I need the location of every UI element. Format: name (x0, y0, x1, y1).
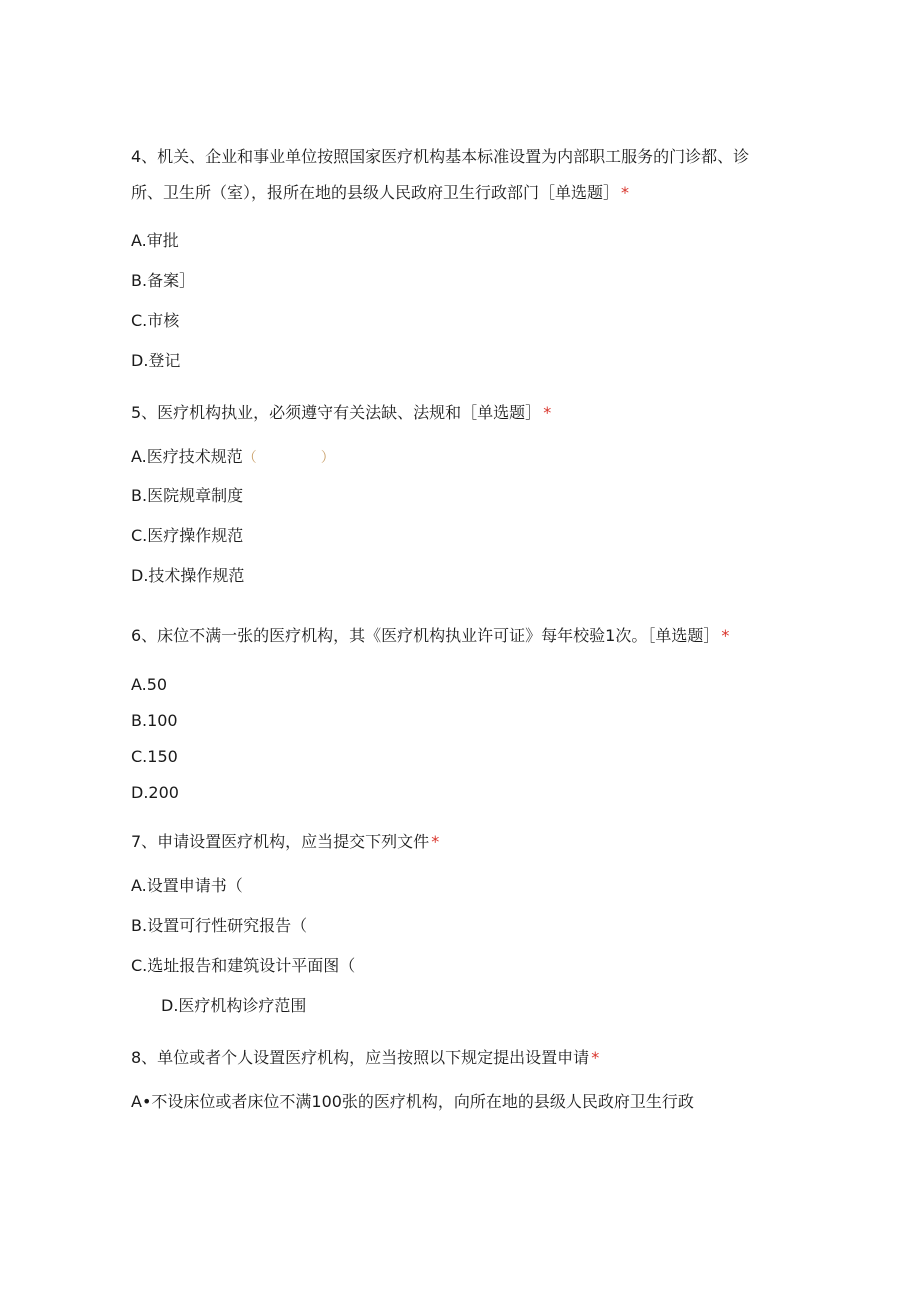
question-5-option-d[interactable]: D.技术操作规范 (131, 566, 245, 585)
question-4-option-c[interactable]: C.市核 (131, 311, 180, 330)
question-6-option-c[interactable]: C.150 (131, 747, 178, 766)
question-7-option-c[interactable]: C.选址报告和建筑设计平面图（ (131, 956, 356, 975)
question-5-option-a[interactable]: A.医疗技术规范（ ） (131, 447, 335, 466)
question-4-option-a[interactable]: A.审批 (131, 231, 179, 250)
question-4-option-b[interactable]: B.备案］ (131, 271, 196, 290)
required-marker: * (431, 832, 440, 851)
question-5-text: 5、医疗机构执业，必须遵守有关法缺、法规和［单选题］ (131, 403, 542, 422)
required-marker: * (591, 1048, 600, 1067)
question-5-option-c[interactable]: C.医疗操作规范 (131, 526, 244, 545)
question-7-text: 7、申请设置医疗机构，应当提交下列文件 (131, 832, 430, 851)
required-marker: * (621, 183, 630, 202)
question-5-option-b[interactable]: B.医院规章制度 (131, 486, 244, 505)
required-marker: * (721, 626, 730, 645)
question-4-text-1: 4、机关、企业和事业单位按照国家医疗机构基本标准设置为内部职工服务的门诊都、诊 (131, 147, 750, 166)
question-4-text-2: 所、卫生所（室），报所在地的县级人民政府卫生行政部门［单选题］ (131, 183, 620, 202)
required-marker: * (543, 403, 552, 422)
question-7-option-b[interactable]: B.设置可行性研究报告（ (131, 916, 308, 935)
blank-paren-open: （ (242, 450, 257, 466)
question-6-option-b[interactable]: B.100 (131, 711, 178, 730)
question-8-option-a[interactable]: A•不设床位或者床位不满100张的医疗机构，向所在地的县级人民政府卫生行政 (131, 1092, 694, 1111)
question-4-line-2 (131, 183, 629, 203)
question-7-option-a[interactable]: A.设置申请书（ (131, 876, 243, 895)
question-6-text: 6、床位不满一张的医疗机构，其《医疗机构执业许可证》每年校验1次。［单选题］ (131, 626, 720, 645)
question-4-option-d[interactable]: D.登记 (131, 351, 181, 370)
question-7-option-d[interactable]: D.医疗机构诊疗范围 (161, 996, 307, 1015)
question-5-line-1 (131, 403, 551, 423)
question-6-option-a[interactable]: A.50 (131, 675, 168, 694)
question-4-line-1 (131, 147, 749, 167)
question-8-text: 8、单位或者个人设置医疗机构，应当按照以下规定提出设置申请 (131, 1048, 590, 1067)
question-8-line-1 (131, 1048, 599, 1068)
blank-paren-close: ） (320, 450, 335, 466)
question-7-line-1 (131, 832, 439, 852)
question-6-option-d[interactable]: D.200 (131, 783, 179, 802)
question-6-line-1 (131, 626, 729, 646)
